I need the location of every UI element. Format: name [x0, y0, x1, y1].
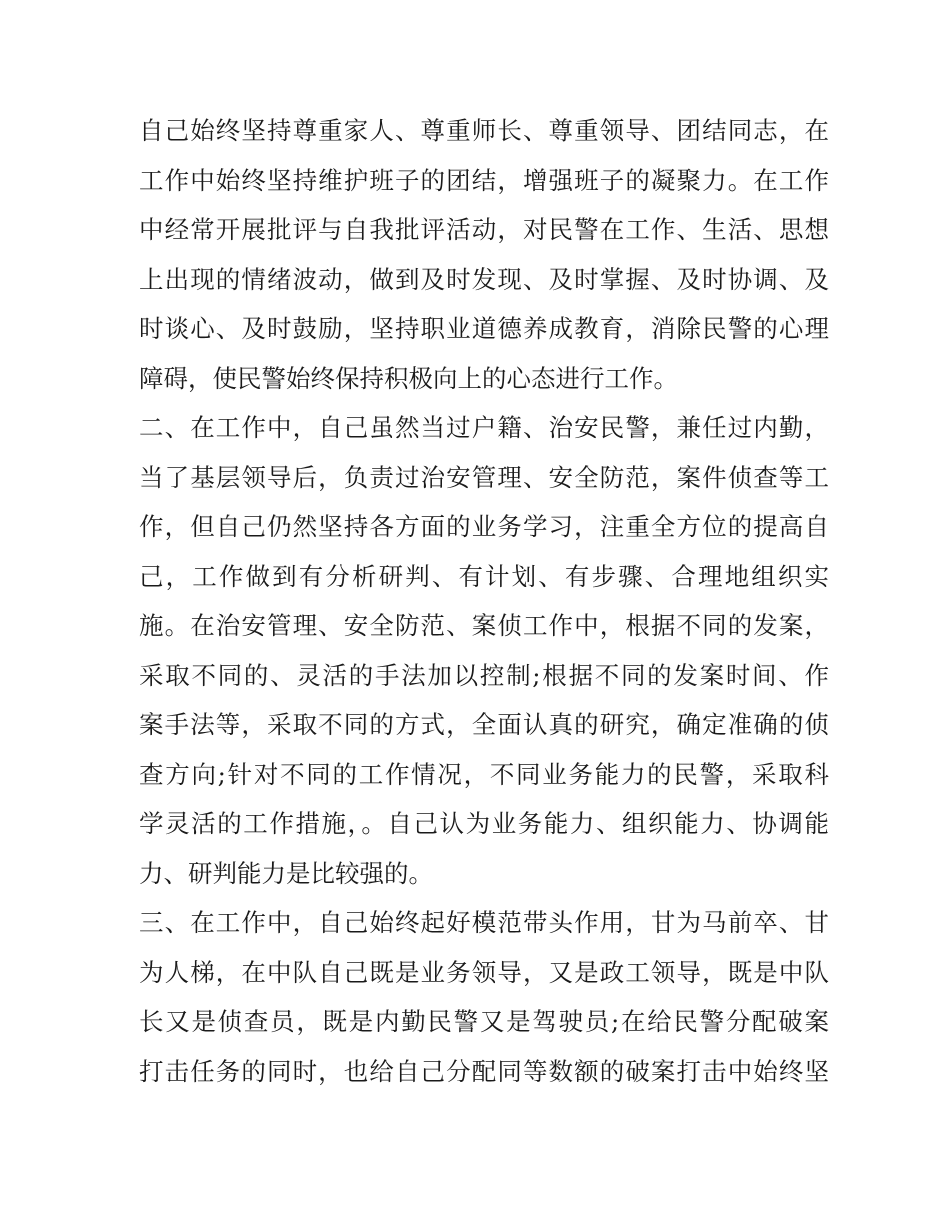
text-line: 二、在工作中，自己虽然当过户籍、治安民警，兼任过内勤， [139, 413, 829, 442]
text-line: 时谈心、及时鼓励，坚持职业道德养成教育，消除民警的心理 [139, 314, 829, 343]
text-line: 上出现的情绪波动，做到及时发现、及时掌握、及时协调、及 [139, 264, 829, 294]
text-line: 长又是侦查员，既是内勤民警又是驾驶员;在给民警分配破案 [139, 1007, 829, 1036]
text-line: 作，但自己仍然坚持各方面的业务学习，注重全方位的提高自 [139, 512, 829, 541]
text-line: 为人梯，在中队自己既是业务领导，又是政工领导，既是中队 [139, 957, 829, 987]
text-line: 力、研判能力是比较强的。 [139, 858, 433, 888]
text-line: 自己始终坚持尊重家人、尊重师长、尊重领导、团结同志，在 [139, 116, 829, 145]
text-line: 查方向;针对不同的工作情况，不同业务能力的民警，采取科 [139, 759, 829, 789]
text-line: 三、在工作中，自己始终起好模范带头作用，甘为马前卒、甘 [139, 908, 829, 937]
text-line: 己，工作做到有分析研判、有计划、有步骤、合理地组织实 [139, 561, 829, 591]
document-body [139, 106, 829, 1096]
text-line: 施。在治安管理、安全防范、案侦工作中，根据不同的发案， [139, 611, 829, 640]
text-line: 采取不同的、灵活的手法加以控制;根据不同的发案时间、作 [139, 660, 829, 690]
text-line: 中经常开展批评与自我批评活动，对民警在工作、生活、思想 [139, 215, 829, 244]
text-line: 学灵活的工作措施，。自己认为业务能力、组织能力、协调能 [139, 809, 829, 838]
text-line: 案手法等，采取不同的方式，全面认真的研究，确定准确的侦 [139, 710, 829, 739]
text-line: 当了基层领导后，负责过治安管理、安全防范，案件侦查等工 [139, 462, 829, 492]
text-line: 工作中始终坚持维护班子的团结，增强班子的凝聚力。在工作 [139, 165, 829, 195]
text-line: 障碍，使民警始终保持积极向上的心态进行工作。 [139, 363, 678, 393]
text-line: 打击任务的同时，也给自己分配同等数额的破案打击中始终坚 [139, 1056, 829, 1086]
